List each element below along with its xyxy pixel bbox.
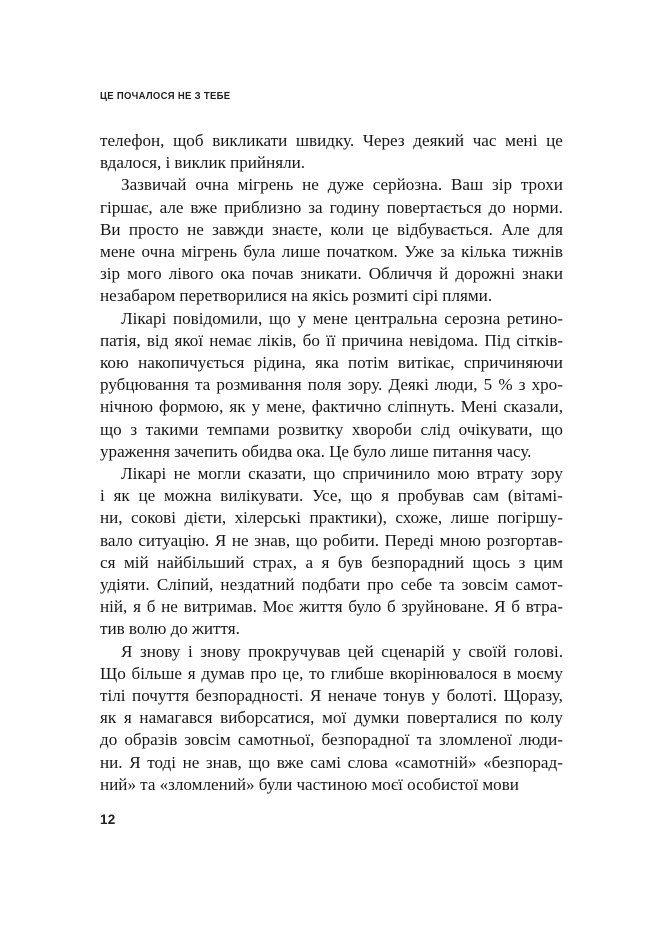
text-word: до bbox=[488, 197, 506, 217]
text-word: зору. bbox=[347, 375, 383, 395]
text-word: повідомили, bbox=[172, 308, 263, 328]
text-word: Я bbox=[121, 641, 133, 661]
text-line: ураження зачепить обидва ока. Це було лише питання часу. bbox=[100, 441, 532, 461]
text-word: зникати. bbox=[300, 264, 362, 284]
text-word: невідома. bbox=[409, 330, 479, 350]
text-word: про bbox=[250, 663, 277, 683]
text-word: безпорадної bbox=[321, 730, 410, 750]
text-word: не bbox=[231, 530, 249, 550]
text-line bbox=[100, 463, 563, 485]
text-word: знаєте, bbox=[271, 219, 323, 239]
text-word: норми. bbox=[512, 197, 563, 217]
text-line bbox=[100, 174, 563, 196]
text-word: ретино- bbox=[506, 308, 563, 328]
text-word: моєму bbox=[516, 663, 563, 683]
text-word: що bbox=[269, 308, 291, 328]
text-word: я bbox=[133, 597, 141, 617]
text-word: зовсім bbox=[184, 730, 231, 750]
text-word: темпами bbox=[206, 419, 270, 439]
text-line: вдалося, і виклик прийняли. bbox=[100, 153, 306, 173]
text-word: витікає, bbox=[397, 353, 455, 373]
text-word: нічною bbox=[100, 397, 153, 417]
text-word: по bbox=[504, 708, 523, 728]
text-word: ока bbox=[220, 264, 245, 284]
text-word: самотньої, bbox=[237, 730, 315, 750]
text-word: якої bbox=[174, 330, 204, 350]
text-line bbox=[100, 219, 563, 241]
text-word: ній, bbox=[100, 597, 128, 617]
text-word: Я bbox=[129, 752, 141, 772]
text-word: самі bbox=[310, 752, 342, 772]
text-word: образів bbox=[124, 730, 178, 750]
text-word: поля bbox=[307, 375, 342, 395]
text-word: Моє bbox=[262, 597, 294, 617]
text-word: самот- bbox=[515, 575, 563, 595]
text-word: центральна bbox=[354, 308, 438, 328]
text-word: робити. bbox=[323, 530, 380, 550]
text-word: глибше bbox=[330, 663, 384, 683]
text-word: мігрень bbox=[181, 242, 238, 262]
text-word: було bbox=[348, 597, 382, 617]
text-word: час bbox=[472, 131, 497, 150]
text-word: і bbox=[100, 486, 105, 506]
text-word: Що bbox=[100, 663, 126, 683]
text-word: життя bbox=[299, 597, 343, 617]
text-word: причина bbox=[341, 330, 404, 350]
text-word: цим bbox=[533, 552, 563, 572]
text-word: розвитку bbox=[278, 419, 344, 439]
text-word: вже bbox=[190, 197, 218, 217]
running-header: ЦЕ ПОЧАЛОСЯ НЕ З ТЕБЕ bbox=[100, 91, 231, 102]
text-line bbox=[100, 663, 563, 685]
text-line bbox=[100, 352, 563, 374]
text-word: Мені bbox=[460, 397, 498, 417]
text-line bbox=[100, 419, 563, 441]
text-word: що bbox=[100, 419, 122, 439]
text-word: за bbox=[308, 197, 323, 217]
page-number: 12 bbox=[100, 812, 116, 827]
text-word: страх, bbox=[252, 552, 297, 572]
text-word: патія, bbox=[100, 330, 141, 350]
paragraph bbox=[100, 463, 563, 641]
text-word: «самотній» bbox=[394, 752, 477, 772]
text-word: за bbox=[440, 242, 455, 262]
text-word: можна bbox=[164, 486, 212, 506]
text-word: очна bbox=[141, 242, 175, 262]
text-word: мігрень bbox=[237, 175, 294, 195]
text-word: мені bbox=[505, 131, 538, 150]
text-word: тілі bbox=[100, 686, 126, 706]
text-word: серйозна. bbox=[372, 175, 443, 195]
text-word: фактично bbox=[311, 397, 382, 417]
text-word: втра- bbox=[525, 597, 563, 617]
text-word: удіяти. bbox=[100, 575, 150, 595]
text-word: лівого bbox=[168, 264, 214, 284]
text-word: зломленої bbox=[438, 730, 512, 750]
text-word: Але bbox=[501, 219, 530, 239]
text-word: тоді bbox=[147, 752, 176, 772]
text-line bbox=[100, 197, 563, 219]
text-word: Обличчя bbox=[368, 264, 433, 284]
text-word: як bbox=[100, 708, 117, 728]
text-word: практики), bbox=[309, 508, 387, 528]
text-word: в bbox=[503, 663, 512, 683]
paragraph bbox=[100, 641, 563, 796]
text-word: втрату bbox=[476, 464, 524, 484]
text-word: знав, bbox=[254, 530, 291, 550]
text-word: з bbox=[130, 419, 138, 439]
paragraph bbox=[100, 308, 563, 463]
text-word: Ви bbox=[100, 219, 121, 239]
text-word: хро- bbox=[531, 375, 563, 395]
text-word: слова bbox=[347, 752, 388, 772]
text-line bbox=[100, 396, 563, 418]
text-line bbox=[100, 263, 563, 285]
text-word: у bbox=[452, 641, 461, 661]
text-line: ний» та «зломлений» були частиною моєї особистої мови bbox=[100, 774, 519, 794]
text-word: що bbox=[248, 752, 271, 772]
text-word: мене bbox=[100, 242, 136, 262]
text-line bbox=[100, 552, 563, 574]
text-word: у bbox=[297, 308, 307, 328]
text-line bbox=[100, 752, 563, 774]
text-word: у bbox=[251, 397, 261, 417]
text-word: знову bbox=[139, 641, 181, 661]
text-word: могли bbox=[197, 464, 241, 484]
text-word: кілька bbox=[461, 242, 507, 262]
text-word: розгортав- bbox=[486, 530, 563, 550]
text-word: я bbox=[381, 486, 389, 506]
text-word: знав, bbox=[205, 752, 242, 772]
text-word: знову bbox=[200, 641, 241, 661]
text-word: серозна bbox=[444, 308, 501, 328]
text-word: (вітамі- bbox=[507, 486, 563, 506]
text-line bbox=[100, 130, 563, 152]
text-word: слід bbox=[420, 419, 451, 439]
text-word: зору bbox=[530, 464, 563, 484]
text-word: відбувається. bbox=[397, 219, 493, 239]
text-word: дієти, bbox=[184, 508, 227, 528]
text-word: Усе, bbox=[312, 486, 342, 506]
text-word: мене bbox=[312, 308, 348, 328]
text-word: тонув bbox=[383, 686, 425, 706]
body-text-column bbox=[100, 130, 563, 796]
text-line bbox=[100, 707, 563, 729]
text-word: а bbox=[305, 552, 314, 572]
text-line bbox=[100, 485, 563, 507]
text-word: хвороби bbox=[351, 419, 412, 439]
text-line bbox=[100, 685, 563, 707]
text-word: голові. bbox=[513, 641, 563, 661]
text-word: очікувати, bbox=[458, 419, 533, 439]
text-word: я bbox=[321, 552, 330, 572]
text-word: дуже bbox=[327, 175, 364, 195]
text-word: трохи bbox=[520, 175, 563, 195]
text-word: неначе bbox=[327, 686, 377, 706]
text-word: не bbox=[173, 464, 191, 484]
text-word: хілерські bbox=[234, 508, 302, 528]
text-line bbox=[100, 507, 563, 529]
text-word: що bbox=[350, 486, 373, 506]
text-word: поверталися bbox=[406, 708, 498, 728]
text-word: швидку. bbox=[295, 131, 355, 150]
text-word: безпорадний bbox=[371, 552, 465, 572]
text-word: Під bbox=[484, 330, 511, 350]
text-word: рубцювання bbox=[100, 375, 189, 395]
text-word: колу bbox=[530, 708, 563, 728]
text-word: приблизно bbox=[224, 197, 302, 217]
text-word: Я bbox=[494, 597, 506, 617]
text-word: лише bbox=[450, 508, 490, 528]
text-word: виборсатися, bbox=[220, 708, 315, 728]
text-word: мого bbox=[127, 264, 162, 284]
paragraph bbox=[100, 174, 563, 307]
text-word: Через bbox=[362, 131, 405, 150]
text-line bbox=[100, 729, 563, 751]
text-word: гіршає, bbox=[100, 197, 153, 217]
text-word: вкорінювалося bbox=[389, 663, 498, 683]
text-word: що bbox=[541, 419, 563, 439]
text-word: але bbox=[159, 197, 184, 217]
text-word: що bbox=[295, 530, 318, 550]
text-word: була bbox=[243, 242, 276, 262]
text-word: люди, bbox=[434, 375, 478, 395]
text-word: Деякі bbox=[388, 375, 429, 395]
text-word: ся bbox=[100, 552, 116, 572]
text-word: мої bbox=[322, 708, 347, 728]
text-line: тив волю до життя. bbox=[100, 619, 240, 639]
text-word: очна bbox=[195, 175, 229, 195]
text-line bbox=[100, 308, 563, 330]
text-word: почав bbox=[251, 264, 294, 284]
text-word: я bbox=[123, 708, 132, 728]
text-line: незабаром перетворилися на якісь розмиті сірі плями. bbox=[100, 286, 493, 306]
text-word: не bbox=[187, 219, 204, 239]
text-word: коли bbox=[330, 219, 364, 239]
text-word: спричинило bbox=[342, 464, 430, 484]
text-word: сліпнуть. bbox=[387, 397, 455, 417]
text-word: мною bbox=[439, 530, 481, 550]
text-word: зовсім bbox=[461, 575, 509, 595]
text-word: б bbox=[146, 597, 156, 617]
text-line bbox=[100, 596, 563, 618]
text-word: Щоразу, bbox=[503, 686, 563, 706]
text-word: просто bbox=[128, 219, 179, 239]
text-word: сказати, bbox=[248, 464, 307, 484]
text-word: потім bbox=[348, 353, 389, 373]
text-word: розмивання bbox=[216, 375, 302, 395]
text-word: почуття bbox=[132, 686, 190, 706]
text-word: дорожні bbox=[455, 264, 515, 284]
text-word: і bbox=[187, 641, 193, 661]
text-word: Лікарі bbox=[121, 308, 167, 328]
text-word: спричиняючи bbox=[463, 353, 563, 373]
text-line bbox=[100, 574, 563, 596]
text-word: б bbox=[387, 597, 396, 617]
text-word: з bbox=[518, 375, 526, 395]
text-word: Ваш bbox=[450, 175, 484, 195]
text-word: бо bbox=[302, 330, 320, 350]
text-word: та bbox=[416, 730, 432, 750]
text-word: для bbox=[537, 219, 563, 239]
text-word: це bbox=[372, 219, 389, 239]
text-word: намагався bbox=[139, 708, 213, 728]
text-word: з bbox=[518, 552, 526, 572]
text-word: безпорадності. bbox=[195, 686, 304, 706]
text-word: тижнів bbox=[512, 242, 563, 262]
text-word: про bbox=[367, 575, 394, 595]
text-line bbox=[100, 330, 563, 352]
text-line bbox=[100, 530, 563, 552]
text-word: мене, bbox=[266, 397, 306, 417]
text-word: повертається bbox=[386, 197, 482, 217]
text-word: та bbox=[194, 375, 211, 395]
text-word: вилікувати. bbox=[220, 486, 304, 506]
text-word: то bbox=[309, 663, 325, 683]
text-word: зір bbox=[100, 264, 121, 284]
text-line bbox=[100, 374, 563, 396]
text-word: був bbox=[337, 552, 363, 572]
text-word: деякий bbox=[413, 131, 465, 150]
text-word: рідина, bbox=[253, 353, 306, 373]
text-word: % bbox=[498, 375, 513, 395]
text-word: прокручував bbox=[248, 641, 341, 661]
text-word: «безпорад- bbox=[483, 752, 563, 772]
text-word: кою bbox=[100, 353, 129, 373]
text-word: цей bbox=[347, 641, 374, 661]
text-word: мій bbox=[123, 552, 149, 572]
text-word: люди- bbox=[518, 730, 563, 750]
text-word: та bbox=[439, 575, 455, 595]
text-word: викликати bbox=[212, 131, 288, 150]
text-word: нездатний bbox=[220, 575, 295, 595]
text-word: думки bbox=[353, 708, 400, 728]
text-word: знаки bbox=[522, 264, 563, 284]
text-word: мою bbox=[437, 464, 470, 484]
text-word: зір bbox=[491, 175, 513, 195]
text-word: такими bbox=[145, 419, 199, 439]
text-word: вже bbox=[276, 752, 304, 772]
text-word: схоже, bbox=[395, 508, 443, 528]
text-word: б bbox=[511, 597, 520, 617]
text-line bbox=[100, 641, 563, 663]
text-word: Лікарі bbox=[121, 464, 167, 484]
text-word: що bbox=[313, 464, 336, 484]
text-word: формою, bbox=[159, 397, 224, 417]
text-word: більше bbox=[131, 663, 183, 683]
text-word: Уже bbox=[404, 242, 434, 262]
text-word: ни, bbox=[100, 508, 123, 528]
text-word: ситуацію. bbox=[138, 530, 210, 550]
text-word: вало bbox=[100, 530, 133, 550]
text-word: думав bbox=[201, 663, 245, 683]
text-word: себе bbox=[400, 575, 433, 595]
text-word: Сліпий, bbox=[156, 575, 214, 595]
text-word: як bbox=[229, 397, 246, 417]
text-word: завжди bbox=[212, 219, 264, 239]
text-word: щоб bbox=[173, 131, 204, 150]
text-word: яка bbox=[315, 353, 339, 373]
text-word: не bbox=[161, 597, 178, 617]
text-word: погіршу- bbox=[497, 508, 563, 528]
text-word: лише bbox=[281, 242, 321, 262]
text-word: 5 bbox=[483, 375, 493, 395]
text-word: годину bbox=[329, 197, 380, 217]
text-word: сітків- bbox=[516, 330, 563, 350]
text-word: це bbox=[546, 131, 563, 150]
text-word: ни. bbox=[100, 752, 123, 772]
paragraph bbox=[100, 130, 563, 174]
text-word: початком. bbox=[326, 242, 398, 262]
text-word: Я bbox=[309, 686, 322, 706]
text-word: сказали, bbox=[503, 397, 563, 417]
text-word: від bbox=[146, 330, 169, 350]
text-word: це, bbox=[282, 663, 304, 683]
text-word: Я bbox=[214, 530, 227, 550]
text-word: пробував bbox=[397, 486, 465, 506]
text-word: як bbox=[113, 486, 130, 506]
text-word: сокові bbox=[131, 508, 176, 528]
text-line bbox=[100, 241, 563, 263]
text-word: щось bbox=[472, 552, 511, 572]
text-word: накопичується bbox=[138, 353, 245, 373]
text-word: у bbox=[431, 686, 441, 706]
text-word: ліків, bbox=[257, 330, 297, 350]
text-word: до bbox=[100, 730, 118, 750]
text-word: витримав. bbox=[183, 597, 257, 617]
text-word: болоті. bbox=[446, 686, 497, 706]
text-word: не bbox=[302, 175, 319, 195]
text-word: Зазвичай bbox=[121, 175, 187, 195]
text-word: подбати bbox=[301, 575, 361, 595]
text-word: своїй bbox=[468, 641, 507, 661]
text-word: зруйноване. bbox=[401, 597, 489, 617]
text-word: найбільший bbox=[157, 552, 245, 572]
text-word: не bbox=[182, 752, 200, 772]
text-word: сам bbox=[472, 486, 500, 506]
text-word: сценарій bbox=[381, 641, 445, 661]
text-word: телефон, bbox=[100, 131, 165, 150]
text-word: Переді bbox=[384, 530, 434, 550]
text-word: її bbox=[326, 330, 336, 350]
text-word: це bbox=[138, 486, 156, 506]
text-word: й bbox=[439, 264, 449, 284]
text-word: я bbox=[187, 663, 196, 683]
text-word: немає bbox=[209, 330, 252, 350]
